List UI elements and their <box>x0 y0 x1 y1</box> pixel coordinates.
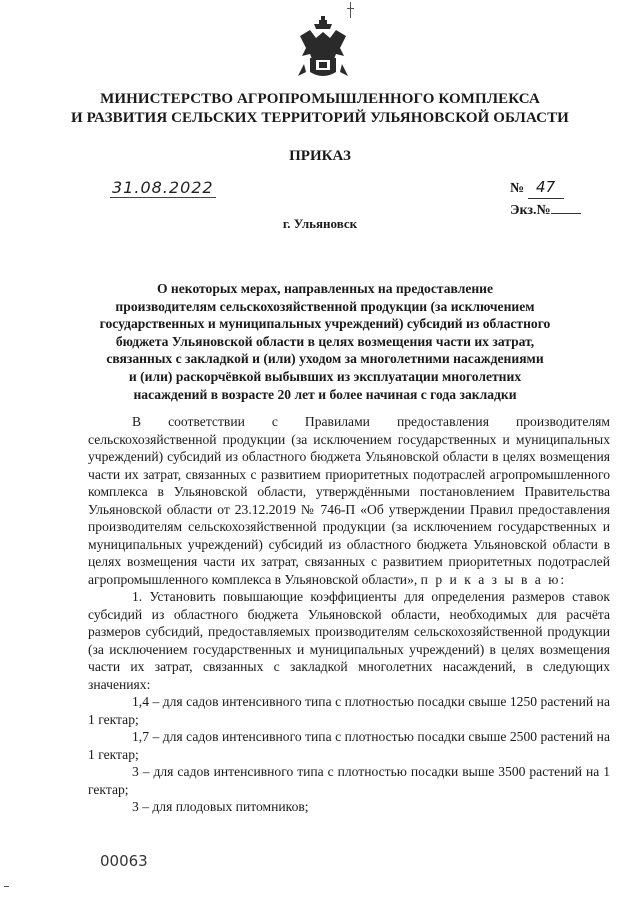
subject-line: и (или) раскорчёвкой выбывших из эксплуатации многолетних <box>128 368 522 384</box>
orders-word: п р и к а з ы в а ю: <box>420 571 567 587</box>
item-1-paragraph: 1. Установить повышающие коэффициенты для определения размеров ставок субсидий из областного бюджета Ульяновской области, необходимых для расчёта размеров субсидий, предоставляемых производителям сельскохозяйственной продукции (за исключением государственных и муниципальных учреждений) в целях возмещения части их затрат, связанных с закладкой многолетних насаждений, в следующих значениях: <box>88 589 610 692</box>
ministry-name <box>60 90 580 128</box>
order-date: 31.08.2022 <box>112 178 214 197</box>
coefficient-paragraph: 3 – для плодовых питомников; <box>132 799 309 814</box>
city: г. Ульяновск <box>282 216 358 231</box>
scan-mark <box>4 886 9 887</box>
order-subject <box>95 280 555 403</box>
coefficient-paragraph: 1,4 – для садов интенсивного типа с плотностью посадки свыше 1250 растений на 1 гектар; <box>88 694 610 727</box>
preamble-text: В соответствии с Правилами предоставления производителям сельскохозяйственной продукции (за исключением государственных и муниципальных учреждений) субсидий из областного бюджета Ульяновской области в целях возмещения части их затрат, связанных с развитием приоритетных подотраслей агропромышленного комплекса в Ульяновской области, утверждёнными постановлением Правительства Ульяновской области от 23.12.2019 № 746-П «Об утверждении Правил предоставления производителям сельскохозяйственной продукции (за исключением государственных и муниципальных учреждений) субсидий из областного бюджета Ульяновской области в целях возмещения части их затрат, связанных с развитием приоритетных подотраслей агропромышленного комплекса в Ульяновской области», <box>88 414 610 587</box>
coefficient-paragraph: 3 – для садов интенсивного типа с плотностью посадки выше 3500 растений на 1 гектар; <box>88 764 610 797</box>
scan-mark <box>347 8 354 9</box>
subject-line: бюджета Ульяновской области в целях возмещения части их затрат, <box>115 333 535 349</box>
coefficient-paragraph: 1,7 – для садов интенсивного типа с плотностью посадки свыше 2500 растений на 1 гектар; <box>88 729 610 762</box>
copy-label: Экз.№ <box>510 203 551 218</box>
preamble-paragraph <box>88 413 610 588</box>
ministry-line: И РАЗВИТИЯ СЕЛЬСКИХ ТЕРРИТОРИЙ УЛЬЯНОВСКОЙ ОБЛАСТИ <box>71 110 569 126</box>
subject-line: производителям сельскохозяйственной продукции (за исключением <box>115 298 535 314</box>
subject-line: насаждений в возрасте 20 лет и более начиная с года закладки <box>133 386 517 402</box>
number-label: № <box>510 181 525 196</box>
document-code: 00063 <box>100 852 148 870</box>
subject-line: О некоторых мерах, направленных на предоставление <box>156 281 494 296</box>
order-number: 47 <box>528 176 564 199</box>
coat-of-arms-emblem <box>290 14 356 84</box>
copy-number-blank <box>551 201 581 214</box>
subject-line: государственных и муниципальных учреждений) субсидий из областного <box>99 316 551 332</box>
order-title: ПРИКАЗ <box>289 148 351 164</box>
ministry-line: МИНИСТЕРСТВО АГРОПРОМЫШЛЕННОГО КОМПЛЕКСА <box>100 91 540 107</box>
order-body <box>88 413 610 816</box>
subject-line: связанных с закладкой и (или) уходом за многолетними насаждениями <box>106 351 544 367</box>
